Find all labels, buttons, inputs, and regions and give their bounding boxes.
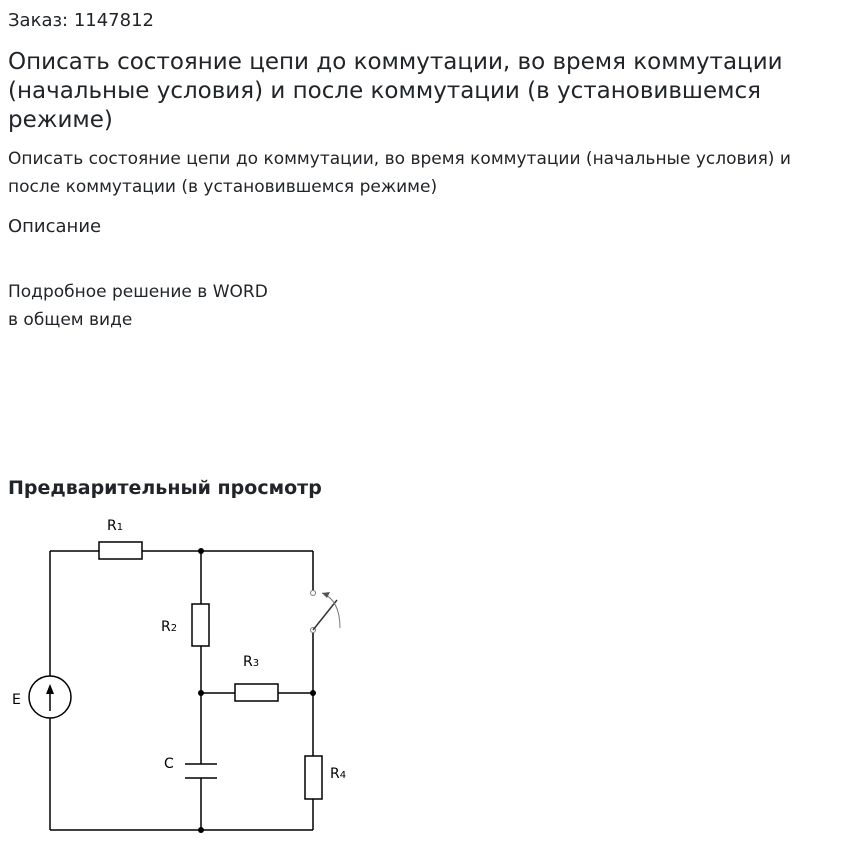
description-text: Подробное решение в WORD в общем виде bbox=[8, 282, 268, 330]
preview-title: Предварительный просмотр bbox=[8, 477, 322, 499]
circuit-diagram bbox=[0, 508, 380, 848]
junction-dot bbox=[198, 690, 204, 696]
voltage-source-e bbox=[29, 676, 71, 718]
resistor-r3 bbox=[235, 684, 278, 701]
label-r4: R4 bbox=[330, 766, 347, 782]
label-r1: R1 bbox=[107, 518, 124, 534]
label-r2: R2 bbox=[161, 619, 178, 635]
switch bbox=[311, 591, 341, 633]
junction-dot bbox=[310, 690, 316, 696]
label-c: C bbox=[164, 756, 174, 772]
label-r3: R3 bbox=[243, 654, 260, 670]
resistor-r4 bbox=[305, 756, 322, 799]
description-label: Описание bbox=[8, 216, 102, 237]
resistor-r2 bbox=[192, 604, 209, 646]
page-title: Описать состояние цепи до коммутации, во время коммутации (начальные условия) и после коммутации (в установившемся режиме) bbox=[8, 49, 783, 133]
resistor-r1 bbox=[99, 542, 142, 559]
junction-dot bbox=[198, 548, 204, 554]
label-e: E bbox=[12, 692, 21, 708]
order-number: Заказ: 1147812 bbox=[8, 10, 154, 31]
capacitor-c bbox=[185, 764, 217, 778]
junction-dot bbox=[198, 827, 204, 833]
task-subtitle: Описать состояние цепи до коммутации, во время коммутации (начальные условия) и после коммутации (в установившемся режиме) bbox=[8, 149, 791, 197]
